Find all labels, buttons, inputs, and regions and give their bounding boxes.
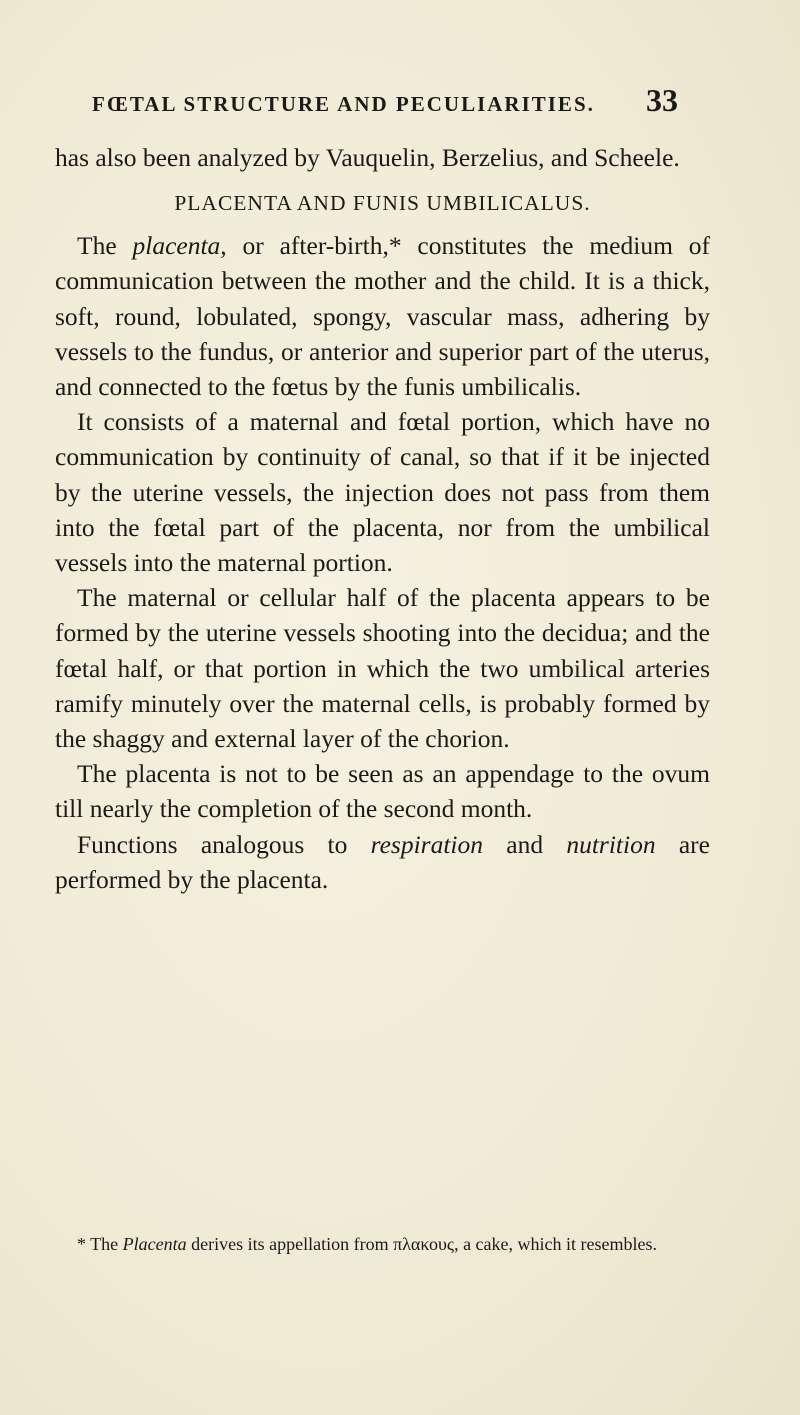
paragraph-placenta-definition xyxy=(55,228,710,404)
text-rest: or after-birth,* constitutes the medium of communication between the mother and the child. It is a thick, soft, round, lobulated, spongy, vascular mass, adhering by vessels to the fundus, or anterior and superior part of the uterus, and connected to the fœtus by the funis umbilicalis. xyxy=(55,231,710,402)
page-number: 33 xyxy=(646,82,678,118)
footnote-rest: derives its appellation from πλακους, a cake, which it resembles. xyxy=(186,1234,657,1254)
paragraph-functions xyxy=(55,827,710,897)
text-mid: and xyxy=(483,829,567,859)
text-rest: are performed by the placenta. xyxy=(55,829,710,894)
paragraph-appendage: The placenta is not to be seen as an appendage to the ovum till nearly the completion of the second month. xyxy=(55,759,710,824)
paragraph-continuation: has also been analyzed by Vauquelin, Berzelius, and Scheele. xyxy=(55,143,680,172)
text-lead: Functions analogous to xyxy=(77,829,371,859)
footnote-text xyxy=(55,1231,710,1257)
running-head: FŒTAL STRUCTURE AND PECULIARITIES. xyxy=(92,92,595,116)
footnote-lead: * The xyxy=(77,1234,123,1254)
text-lead: The xyxy=(77,231,133,261)
paragraph-portions: It consists of a maternal and fœtal portion, which have no communication by continuity of canal, so that if it be injected by the uterine vessels, the injection does not pass from them into the fœtal part of the placenta, nor from the umbilical vessels into the maternal portion. xyxy=(55,407,710,578)
page-header xyxy=(0,82,800,128)
term-respiration: respiration xyxy=(370,829,483,859)
footnote xyxy=(55,1231,710,1257)
body-text xyxy=(55,140,710,897)
section-heading: PLACENTA AND FUNIS UMBILICALUS. xyxy=(174,191,591,216)
footnote-term: Placenta xyxy=(122,1234,187,1254)
term-placenta: placenta, xyxy=(132,231,227,261)
paragraph-maternal-half: The maternal or cellular half of the placenta appears to be formed by the uterine vessels shooting into the decidua; and the fœtal half, or that portion in which the two umbilical arteries ramify minutely over the maternal cells, is probably formed by the shaggy and external layer of the chorion. xyxy=(55,583,710,754)
term-nutrition: nutrition xyxy=(566,829,656,859)
